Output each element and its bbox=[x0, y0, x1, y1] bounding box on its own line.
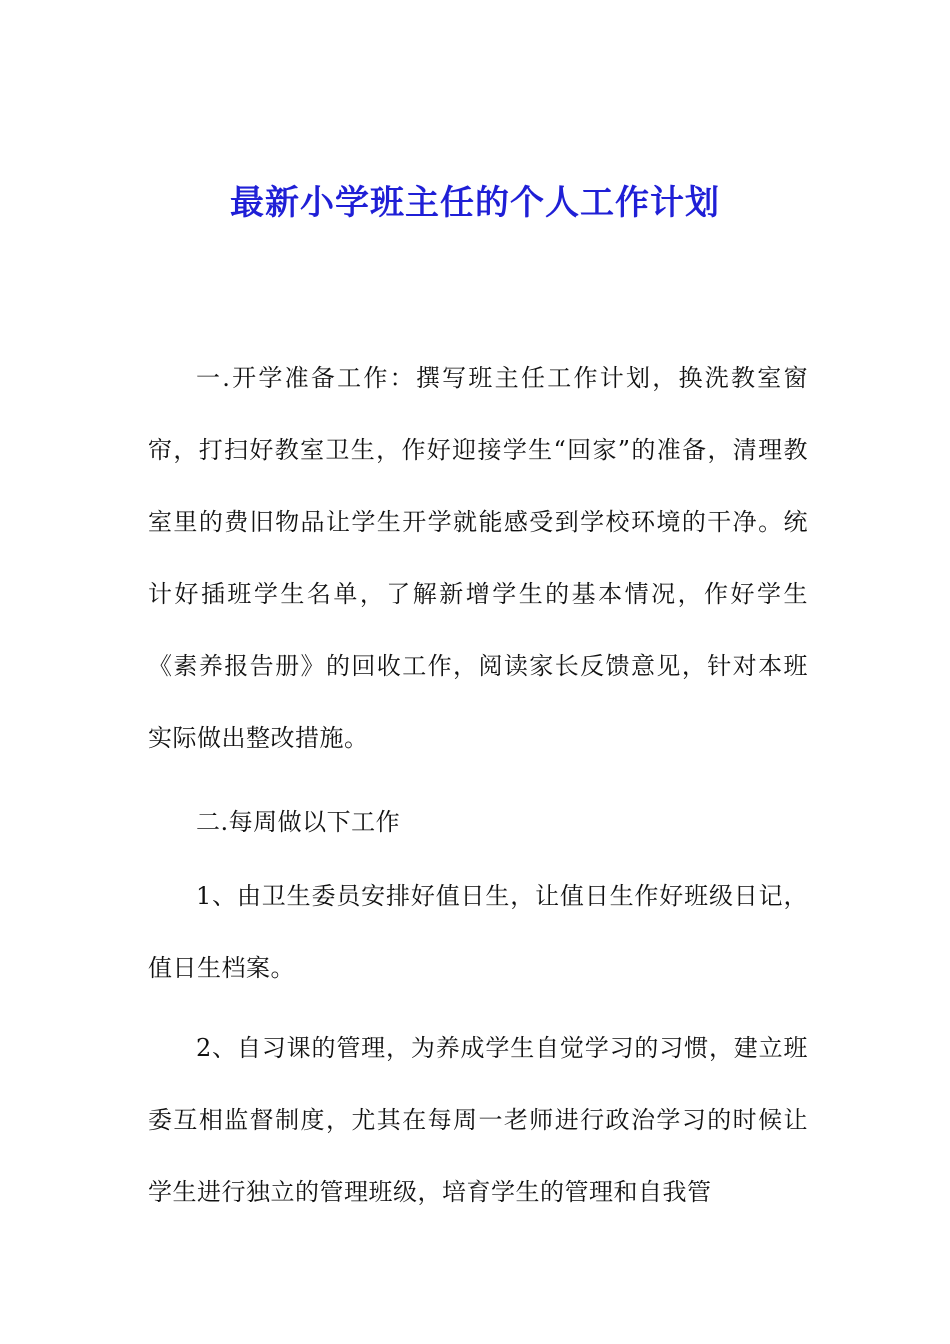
document-title: 最新小学班主任的个人工作计划 bbox=[230, 183, 720, 223]
paragraph-item-2: 2、自习课的管理，为养成学生自觉学习的习惯，建立班委互相监督制度，尤其在每周一老师进行政治学习的时候让学生进行独立的管理班级，培育学生的管理和自我管 bbox=[148, 1034, 808, 1206]
paragraph-item-1: 1、由卫生委员安排好值日生，让值日生作好班级日记，值日生档案。 bbox=[148, 882, 808, 982]
paragraph-weekly-work-heading: 二.每周做以下工作 bbox=[196, 808, 401, 836]
paragraph-opening-preparation: 一.开学准备工作：撰写班主任工作计划，换洗教室窗帘，打扫好教室卫生，作好迎接学生“回家”的准备，清理教室里的费旧物品让学生开学就能感受到学校环境的干净。统计好插班学生名单，了解新增学生的基本情况，作好学生《素养报告册》的回收工作，阅读家长反馈意见，针对本班实际做出整改措施。 bbox=[148, 364, 808, 752]
